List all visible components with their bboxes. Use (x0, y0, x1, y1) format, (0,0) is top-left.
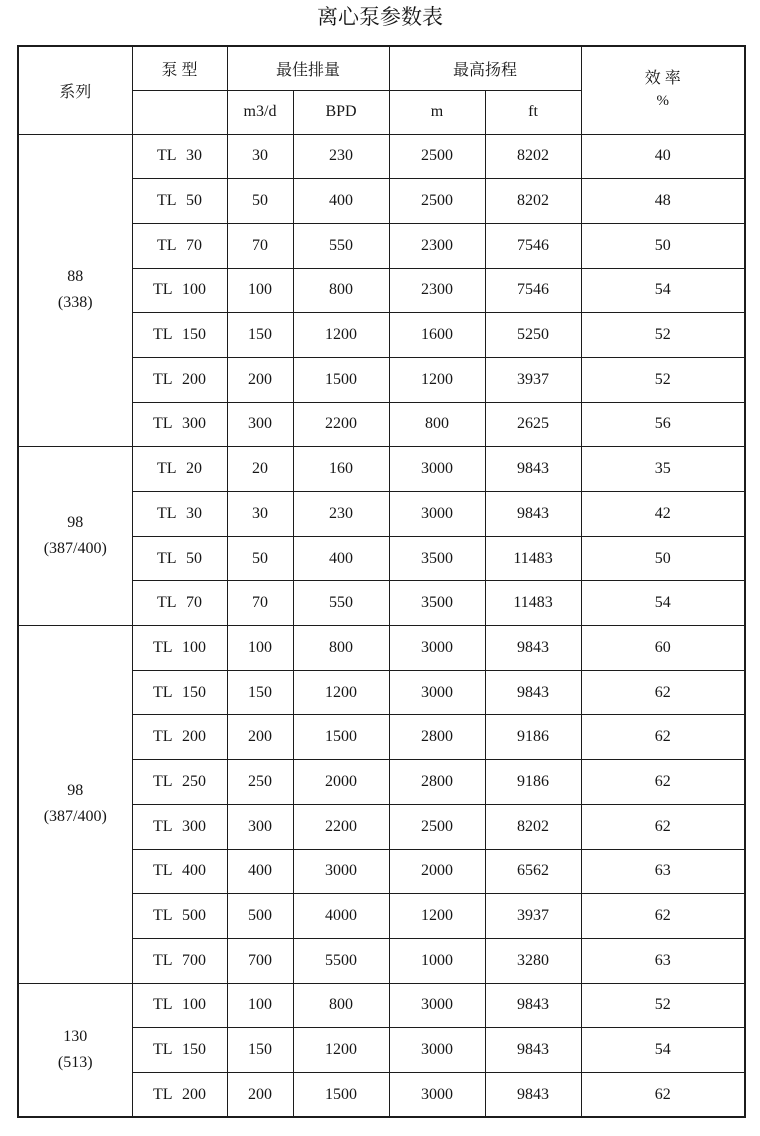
ft-cell: 9843 (485, 492, 581, 537)
series-number: 98 (67, 782, 84, 800)
efficiency-cell: 56 (581, 402, 745, 447)
efficiency-cell: 62 (581, 1072, 745, 1117)
bpd-cell: 800 (293, 626, 389, 671)
ft-cell: 9843 (485, 447, 581, 492)
header-unit-m: m (389, 90, 485, 134)
m-cell: 3000 (389, 447, 485, 492)
m-cell: 3000 (389, 626, 485, 671)
header-pump-type: 泵 型 (132, 46, 227, 90)
pump-type-cell: TL 100 (132, 983, 227, 1028)
header-unit-bpd: BPD (293, 90, 389, 134)
pump-type-cell: TL 700 (132, 938, 227, 983)
efficiency-cell: 63 (581, 938, 745, 983)
pump-type-cell: TL 50 (132, 179, 227, 224)
bpd-cell: 800 (293, 268, 389, 313)
efficiency-cell: 42 (581, 492, 745, 537)
m3d-cell: 150 (227, 1028, 293, 1073)
m3d-cell: 150 (227, 313, 293, 358)
header-efficiency-label: 效 率 (644, 70, 681, 88)
m-cell: 2300 (389, 223, 485, 268)
m3d-cell: 400 (227, 849, 293, 894)
bpd-cell: 1500 (293, 715, 389, 760)
table-row (18, 134, 745, 179)
header-series: 系列 (18, 46, 132, 134)
m-cell: 3000 (389, 492, 485, 537)
efficiency-cell: 52 (581, 983, 745, 1028)
m-cell: 3000 (389, 670, 485, 715)
series-code: (513) (57, 1053, 93, 1071)
m3d-cell: 700 (227, 938, 293, 983)
m-cell: 2300 (389, 268, 485, 313)
header-efficiency-unit: % (656, 93, 670, 110)
bpd-cell: 5500 (293, 938, 389, 983)
series-code: (387/400) (43, 540, 107, 558)
ft-cell: 3937 (485, 894, 581, 939)
m-cell: 2500 (389, 134, 485, 179)
bpd-cell: 800 (293, 983, 389, 1028)
bpd-cell: 1200 (293, 1028, 389, 1073)
m3d-cell: 300 (227, 804, 293, 849)
bpd-cell: 2200 (293, 402, 389, 447)
efficiency-cell: 50 (581, 223, 745, 268)
ft-cell: 5250 (485, 313, 581, 358)
efficiency-cell: 63 (581, 849, 745, 894)
bpd-cell: 400 (293, 536, 389, 581)
pump-type-cell: TL 50 (132, 536, 227, 581)
bpd-cell: 550 (293, 223, 389, 268)
m-cell: 3500 (389, 536, 485, 581)
pump-table-body (18, 134, 745, 1117)
m-cell: 3000 (389, 1028, 485, 1073)
pump-type-cell: TL 70 (132, 581, 227, 626)
bpd-cell: 550 (293, 581, 389, 626)
pump-type-cell: TL 20 (132, 447, 227, 492)
ft-cell: 8202 (485, 804, 581, 849)
pump-type-cell: TL 200 (132, 357, 227, 402)
ft-cell: 8202 (485, 134, 581, 179)
ft-cell: 7546 (485, 223, 581, 268)
m-cell: 1200 (389, 894, 485, 939)
series-cell (18, 626, 132, 984)
m3d-cell: 100 (227, 626, 293, 671)
bpd-cell: 1500 (293, 357, 389, 402)
m3d-cell: 70 (227, 581, 293, 626)
ft-cell: 3280 (485, 938, 581, 983)
bpd-cell: 1200 (293, 670, 389, 715)
ft-cell: 6562 (485, 849, 581, 894)
series-cell (18, 134, 132, 447)
pump-type-cell: TL 70 (132, 223, 227, 268)
header-row-1 (18, 46, 745, 90)
m3d-cell: 200 (227, 357, 293, 402)
m3d-cell: 500 (227, 894, 293, 939)
pump-type-cell: TL 300 (132, 402, 227, 447)
m3d-cell: 200 (227, 1072, 293, 1117)
ft-cell: 8202 (485, 179, 581, 224)
m3d-cell: 100 (227, 268, 293, 313)
header-efficiency (581, 46, 745, 134)
m3d-cell: 30 (227, 134, 293, 179)
ft-cell: 11483 (485, 536, 581, 581)
efficiency-cell: 62 (581, 760, 745, 805)
header-unit-m3d: m3/d (227, 90, 293, 134)
ft-cell: 9843 (485, 1072, 581, 1117)
m-cell: 2800 (389, 715, 485, 760)
ft-cell: 9843 (485, 1028, 581, 1073)
pump-type-cell: TL 30 (132, 134, 227, 179)
ft-cell: 2625 (485, 402, 581, 447)
ft-cell: 9843 (485, 626, 581, 671)
m3d-cell: 100 (227, 983, 293, 1028)
efficiency-cell: 62 (581, 670, 745, 715)
pump-type-cell: TL 400 (132, 849, 227, 894)
m-cell: 3000 (389, 1072, 485, 1117)
efficiency-cell: 54 (581, 268, 745, 313)
efficiency-cell: 54 (581, 1028, 745, 1073)
bpd-cell: 4000 (293, 894, 389, 939)
bpd-cell: 400 (293, 179, 389, 224)
efficiency-cell: 62 (581, 715, 745, 760)
pump-type-cell: TL 100 (132, 268, 227, 313)
header-max-head: 最高扬程 (389, 46, 581, 90)
efficiency-cell: 54 (581, 581, 745, 626)
pump-type-cell: TL 100 (132, 626, 227, 671)
m-cell: 2500 (389, 804, 485, 849)
pump-type-cell: TL 200 (132, 715, 227, 760)
header-pump-type-empty (132, 90, 227, 134)
bpd-cell: 2200 (293, 804, 389, 849)
table-row (18, 983, 745, 1028)
table-row (18, 626, 745, 671)
m3d-cell: 20 (227, 447, 293, 492)
bpd-cell: 230 (293, 134, 389, 179)
pump-type-cell: TL 300 (132, 804, 227, 849)
m-cell: 3500 (389, 581, 485, 626)
efficiency-cell: 40 (581, 134, 745, 179)
m-cell: 2500 (389, 179, 485, 224)
table-row (18, 447, 745, 492)
efficiency-cell: 62 (581, 804, 745, 849)
series-code: (387/400) (43, 808, 107, 826)
pump-type-cell: TL 200 (132, 1072, 227, 1117)
efficiency-cell: 48 (581, 179, 745, 224)
ft-cell: 9186 (485, 760, 581, 805)
ft-cell: 11483 (485, 581, 581, 626)
m3d-cell: 150 (227, 670, 293, 715)
m3d-cell: 300 (227, 402, 293, 447)
m3d-cell: 30 (227, 492, 293, 537)
m-cell: 800 (389, 402, 485, 447)
pump-type-cell: TL 150 (132, 313, 227, 358)
pump-parameters-table (17, 45, 746, 1118)
ft-cell: 9843 (485, 670, 581, 715)
bpd-cell: 1200 (293, 313, 389, 358)
pump-type-cell: TL 500 (132, 894, 227, 939)
series-number: 88 (67, 268, 84, 286)
table-header (18, 46, 745, 134)
pump-type-cell: TL 150 (132, 670, 227, 715)
ft-cell: 3937 (485, 357, 581, 402)
efficiency-cell: 62 (581, 894, 745, 939)
pump-type-cell: TL 30 (132, 492, 227, 537)
ft-cell: 9843 (485, 983, 581, 1028)
bpd-cell: 3000 (293, 849, 389, 894)
efficiency-cell: 60 (581, 626, 745, 671)
efficiency-cell: 52 (581, 313, 745, 358)
m-cell: 1600 (389, 313, 485, 358)
m-cell: 3000 (389, 983, 485, 1028)
pump-type-cell: TL 150 (132, 1028, 227, 1073)
bpd-cell: 2000 (293, 760, 389, 805)
page-title: 离心泵参数表 (317, 5, 443, 29)
series-cell (18, 983, 132, 1117)
series-number: 130 (63, 1027, 88, 1045)
efficiency-cell: 50 (581, 536, 745, 581)
ft-cell: 7546 (485, 268, 581, 313)
m3d-cell: 50 (227, 536, 293, 581)
series-code: (338) (57, 294, 93, 312)
efficiency-cell: 52 (581, 357, 745, 402)
series-cell (18, 447, 132, 626)
bpd-cell: 1500 (293, 1072, 389, 1117)
ft-cell: 9186 (485, 715, 581, 760)
m3d-cell: 250 (227, 760, 293, 805)
m-cell: 1200 (389, 357, 485, 402)
m3d-cell: 200 (227, 715, 293, 760)
series-number: 98 (67, 514, 84, 532)
bpd-cell: 230 (293, 492, 389, 537)
m3d-cell: 70 (227, 223, 293, 268)
efficiency-cell: 35 (581, 447, 745, 492)
m3d-cell: 50 (227, 179, 293, 224)
bpd-cell: 160 (293, 447, 389, 492)
pump-type-cell: TL 250 (132, 760, 227, 805)
m-cell: 1000 (389, 938, 485, 983)
m-cell: 2000 (389, 849, 485, 894)
m-cell: 2800 (389, 760, 485, 805)
header-best-displacement: 最佳排量 (227, 46, 389, 90)
header-unit-ft: ft (485, 90, 581, 134)
